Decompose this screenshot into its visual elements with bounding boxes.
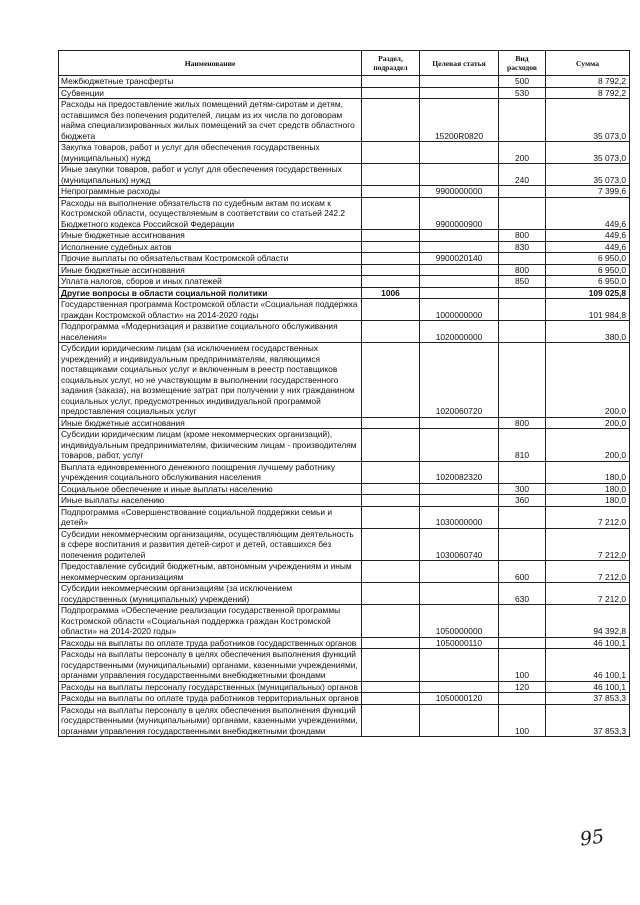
- header-target: Целевая статья: [420, 51, 499, 76]
- header-sum: Сумма: [546, 51, 630, 76]
- cell-section: [362, 704, 420, 737]
- cell-section: [362, 528, 420, 561]
- cell-target: [420, 142, 499, 164]
- cell-name: Расходы на выплаты персоналу в целях обеспечения выполнения функций государственными (муниципальными) органами, казенными учреждениями, органами управления государственными внебюджетными фондами: [59, 704, 362, 737]
- table-row: [59, 637, 630, 649]
- cell-section: [362, 343, 420, 418]
- cell-target: [420, 287, 499, 299]
- cell-target: [420, 276, 499, 288]
- cell-section: [362, 429, 420, 462]
- cell-type: 800: [499, 264, 546, 276]
- cell-name: Расходы на выполнение обязательств по судебным актам по искам к Костромской области, осуществляемым в соответствии со статьей 242.2 Бюджетного кодекса Российской Федерации: [59, 197, 362, 230]
- budget-sheet: [58, 50, 629, 737]
- cell-section: [362, 605, 420, 638]
- cell-sum: 94 392,8: [546, 605, 630, 638]
- cell-target: [420, 87, 499, 99]
- table-row: [59, 343, 630, 418]
- page-number: 95: [578, 825, 606, 851]
- table-row: [59, 299, 630, 321]
- cell-name: Расходы на выплаты персоналу государственных (муниципальных) органов: [59, 681, 362, 693]
- cell-name: Расходы на выплаты персоналу в целях обеспечения выполнения функций государственными (муниципальными) органами, казенными учреждениями, органами управления государственными внебюджетными фондами: [59, 649, 362, 682]
- cell-sum: 6 950,0: [546, 253, 630, 265]
- cell-target: [420, 230, 499, 242]
- cell-target: 1050000120: [420, 693, 499, 705]
- table-row: [59, 99, 630, 142]
- cell-target: [420, 495, 499, 507]
- cell-sum: 180,0: [546, 495, 630, 507]
- cell-type: [499, 186, 546, 198]
- cell-name: Предоставление субсидий бюджетным, автономным учреждениям и иным некоммерческим организациям: [59, 561, 362, 583]
- table-row: [59, 583, 630, 605]
- cell-name: Расходы на предоставление жилых помещений детям-сиротам и детям, оставшимся без попечения родителей, лицам из их числа по договорам найма специализированных жилых помещений за счет средств областного бюджета: [59, 99, 362, 142]
- cell-sum: 180,0: [546, 461, 630, 483]
- cell-name: Государственная программа Костромской области «Социальная поддержка граждан Костромской области» на 2014-2020 годы: [59, 299, 362, 321]
- cell-sum: 449,6: [546, 230, 630, 242]
- cell-name: Иные бюджетные ассигнования: [59, 264, 362, 276]
- cell-target: 1030060740: [420, 528, 499, 561]
- cell-target: 1030000000: [420, 506, 499, 528]
- cell-type: 240: [499, 164, 546, 186]
- cell-sum: 7 399,6: [546, 186, 630, 198]
- cell-target: [420, 417, 499, 429]
- cell-type: [499, 299, 546, 321]
- cell-sum: 8 792,2: [546, 87, 630, 99]
- cell-type: [499, 321, 546, 343]
- cell-name: Прочие выплаты по обязательствам Костромской области: [59, 253, 362, 265]
- table-row: [59, 87, 630, 99]
- cell-sum: 380,0: [546, 321, 630, 343]
- cell-name: Межбюджетные трансферты: [59, 76, 362, 88]
- cell-target: [420, 264, 499, 276]
- cell-type: 810: [499, 429, 546, 462]
- cell-name: Непрограммные расходы: [59, 186, 362, 198]
- cell-name: Социальное обеспечение и иные выплаты населению: [59, 483, 362, 495]
- cell-target: 1050000000: [420, 605, 499, 638]
- table-row: [59, 681, 630, 693]
- cell-section: [362, 197, 420, 230]
- cell-section: [362, 299, 420, 321]
- cell-type: 100: [499, 704, 546, 737]
- cell-section: 1006: [362, 287, 420, 299]
- cell-name: Расходы на выплаты по оплате труда работников территориальных органов: [59, 693, 362, 705]
- cell-name: Субсидии юридическим лицам (кроме некоммерческих организаций), индивидуальным предпринимателям, физическим лицам - производителям товаров, работ, услуг: [59, 429, 362, 462]
- cell-target: 9900020140: [420, 253, 499, 265]
- table-row: [59, 429, 630, 462]
- cell-sum: 35 073,0: [546, 99, 630, 142]
- cell-target: [420, 681, 499, 693]
- cell-name: Другие вопросы в области социальной политики: [59, 287, 362, 299]
- cell-sum: 7 212,0: [546, 528, 630, 561]
- cell-type: 800: [499, 417, 546, 429]
- cell-type: [499, 637, 546, 649]
- table-row: [59, 495, 630, 507]
- table-row: [59, 693, 630, 705]
- cell-name: Подпрограмма «Модернизация и развитие социального обслуживания населения»: [59, 321, 362, 343]
- cell-section: [362, 253, 420, 265]
- cell-sum: 46 100,1: [546, 681, 630, 693]
- cell-type: [499, 99, 546, 142]
- table-row: [59, 76, 630, 88]
- cell-section: [362, 583, 420, 605]
- table-row: [59, 417, 630, 429]
- cell-type: 850: [499, 276, 546, 288]
- cell-type: [499, 253, 546, 265]
- table-row: [59, 321, 630, 343]
- cell-target: [420, 649, 499, 682]
- cell-type: 120: [499, 681, 546, 693]
- cell-sum: 6 950,0: [546, 276, 630, 288]
- cell-section: [362, 495, 420, 507]
- cell-name: Субсидии некоммерческим организациям (за исключением государственных (муниципальных) учреждений): [59, 583, 362, 605]
- cell-sum: 180,0: [546, 483, 630, 495]
- cell-type: 830: [499, 241, 546, 253]
- cell-section: [362, 417, 420, 429]
- cell-name: Расходы на выплаты по оплате труда работников государственных органов: [59, 637, 362, 649]
- table-row: [59, 230, 630, 242]
- table-row: [59, 461, 630, 483]
- table-row: [59, 264, 630, 276]
- cell-section: [362, 483, 420, 495]
- cell-type: 360: [499, 495, 546, 507]
- cell-sum: 46 100,1: [546, 649, 630, 682]
- cell-section: [362, 649, 420, 682]
- table-row: [59, 605, 630, 638]
- cell-type: [499, 693, 546, 705]
- cell-section: [362, 87, 420, 99]
- cell-section: [362, 276, 420, 288]
- cell-sum: 449,6: [546, 241, 630, 253]
- cell-sum: 8 792,2: [546, 76, 630, 88]
- cell-target: [420, 241, 499, 253]
- cell-section: [362, 461, 420, 483]
- cell-type: 600: [499, 561, 546, 583]
- cell-name: Уплата налогов, сборов и иных платежей: [59, 276, 362, 288]
- cell-type: [499, 343, 546, 418]
- cell-sum: 35 073,0: [546, 142, 630, 164]
- header-section: Раздел, подраздел: [362, 51, 420, 76]
- table-row: [59, 253, 630, 265]
- cell-sum: 35 073,0: [546, 164, 630, 186]
- cell-sum: 37 853,3: [546, 693, 630, 705]
- cell-section: [362, 186, 420, 198]
- cell-name: Исполнение судебных актов: [59, 241, 362, 253]
- cell-name: Подпрограмма «Обеспечение реализации государственной программы Костромской области «Социальная поддержка граждан Костромской области» на 2014-2020 годы»: [59, 605, 362, 638]
- cell-sum: 7 212,0: [546, 506, 630, 528]
- cell-target: [420, 76, 499, 88]
- cell-section: [362, 99, 420, 142]
- table-row: [59, 649, 630, 682]
- cell-target: 9900000900: [420, 197, 499, 230]
- table-row: [59, 142, 630, 164]
- table-row: [59, 197, 630, 230]
- cell-target: [420, 483, 499, 495]
- cell-target: [420, 429, 499, 462]
- cell-section: [362, 76, 420, 88]
- cell-sum: 6 950,0: [546, 264, 630, 276]
- cell-target: 1000000000: [420, 299, 499, 321]
- cell-sum: 200,0: [546, 417, 630, 429]
- cell-target: [420, 164, 499, 186]
- cell-type: [499, 197, 546, 230]
- cell-type: 800: [499, 230, 546, 242]
- cell-section: [362, 142, 420, 164]
- cell-section: [362, 561, 420, 583]
- cell-section: [362, 241, 420, 253]
- cell-sum: 37 853,3: [546, 704, 630, 737]
- cell-type: [499, 287, 546, 299]
- table-row: [59, 276, 630, 288]
- header-name: Наименование: [59, 51, 362, 76]
- cell-type: [499, 461, 546, 483]
- cell-section: [362, 164, 420, 186]
- header-type: Вид расходов: [499, 51, 546, 76]
- cell-name: Иные закупки товаров, работ и услуг для обеспечения государственных (муниципальных) нужд: [59, 164, 362, 186]
- table-row: [59, 561, 630, 583]
- cell-target: 1020082320: [420, 461, 499, 483]
- cell-target: 1020000000: [420, 321, 499, 343]
- cell-name: Субсидии некоммерческим организациям, осуществляющим деятельность в сфере воспитания и развития детей-сирот и детей, оставшихся без попечения родителей: [59, 528, 362, 561]
- cell-name: Иные бюджетные ассигнования: [59, 230, 362, 242]
- cell-name: Субсидии юридическим лицам (за исключением государственных учреждений) и индивидуальным предпринимателям, являющимся поставщиками социальных услуг и включенным в реестр поставщиков социальных услуг, но не участвующим в выполнении государственного задания (заказа), на возмещение затрат при получении у них гражданином социальных услуг, предусмотренных индивидуальной программой предоставления социальных услуг: [59, 343, 362, 418]
- cell-name: Субвенции: [59, 87, 362, 99]
- cell-type: 200: [499, 142, 546, 164]
- cell-name: Закупка товаров, работ и услуг для обеспечения государственных (муниципальных) нужд: [59, 142, 362, 164]
- cell-sum: 200,0: [546, 429, 630, 462]
- table-row: [59, 164, 630, 186]
- cell-target: 9900000000: [420, 186, 499, 198]
- cell-section: [362, 681, 420, 693]
- cell-sum: 46 100,1: [546, 637, 630, 649]
- table-header-row: [59, 51, 630, 76]
- cell-sum: 449,6: [546, 197, 630, 230]
- cell-name: Выплата единовременного денежного поощрения лучшему работнику учреждения социального обслуживания населения: [59, 461, 362, 483]
- cell-sum: 200,0: [546, 343, 630, 418]
- table-row: [59, 528, 630, 561]
- cell-section: [362, 264, 420, 276]
- cell-target: [420, 583, 499, 605]
- cell-name: Иные выплаты населению: [59, 495, 362, 507]
- cell-type: 530: [499, 87, 546, 99]
- cell-target: 15200R0820: [420, 99, 499, 142]
- cell-type: [499, 605, 546, 638]
- cell-type: 100: [499, 649, 546, 682]
- table-row: [59, 704, 630, 737]
- cell-target: [420, 561, 499, 583]
- table-row: [59, 506, 630, 528]
- expenditure-table: [58, 50, 630, 737]
- cell-name: Подпрограмма «Совершенствование социальной поддержки семьи и детей»: [59, 506, 362, 528]
- cell-section: [362, 506, 420, 528]
- cell-sum: 109 025,8: [546, 287, 630, 299]
- cell-type: 500: [499, 76, 546, 88]
- cell-section: [362, 637, 420, 649]
- table-row: [59, 241, 630, 253]
- table-row: [59, 483, 630, 495]
- table-row: [59, 186, 630, 198]
- cell-type: 630: [499, 583, 546, 605]
- cell-target: 1020060720: [420, 343, 499, 418]
- cell-target: 1050000110: [420, 637, 499, 649]
- cell-sum: 101 984,8: [546, 299, 630, 321]
- cell-name: Иные бюджетные ассигнования: [59, 417, 362, 429]
- cell-sum: 7 212,0: [546, 561, 630, 583]
- cell-section: [362, 693, 420, 705]
- cell-type: 300: [499, 483, 546, 495]
- cell-section: [362, 321, 420, 343]
- cell-type: [499, 528, 546, 561]
- cell-target: [420, 704, 499, 737]
- table-body: [59, 76, 630, 737]
- cell-type: [499, 506, 546, 528]
- table-row: [59, 287, 630, 299]
- cell-sum: 7 212,0: [546, 583, 630, 605]
- cell-section: [362, 230, 420, 242]
